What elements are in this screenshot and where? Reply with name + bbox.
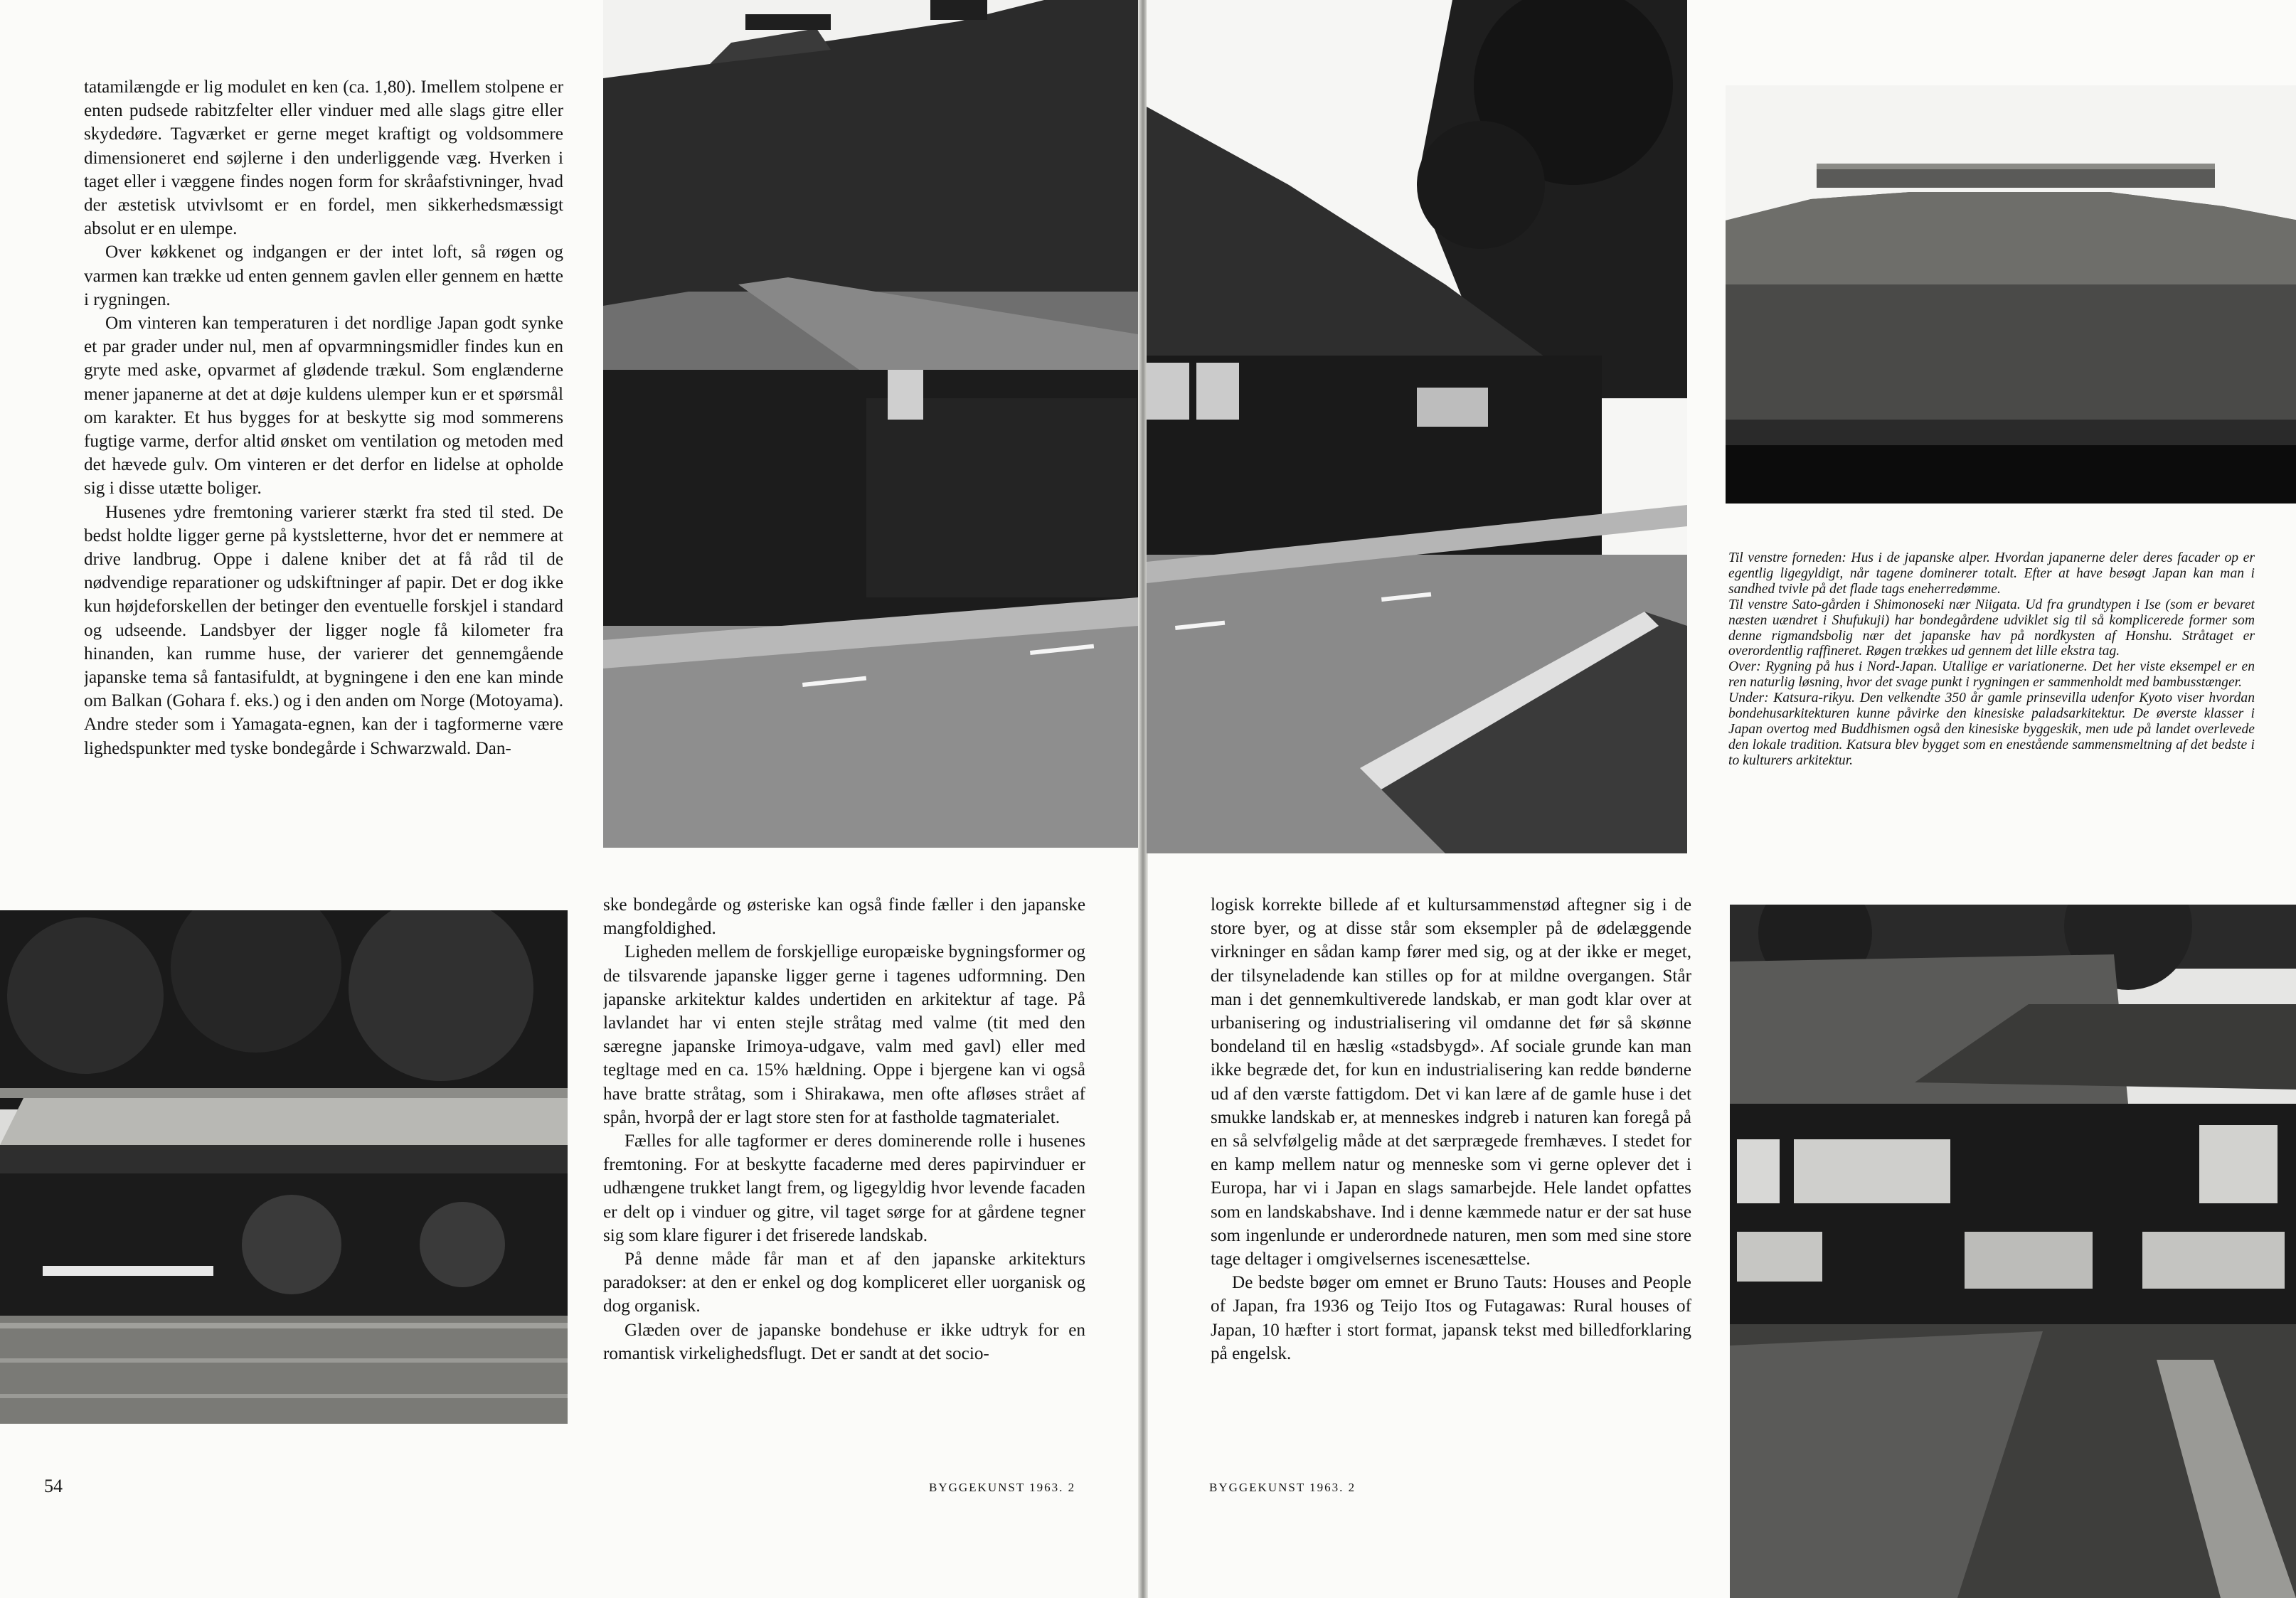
photo-house-japanese-alps (0, 910, 568, 1424)
paragraph: Ligheden mellem de forskjellige europæiske bygningsformer og de tilsvarende japanske ligger gerne i tagenes udformning. Den japanske arkitektur kaldes undertiden en arkitektur af tage. På lavlandet har vi enten stejle stråtag med valme (tit med den særegne japanske Irimoya-udgave, valm med gavl) eller med tegltage med en ca. 15% hældning. Oppe i bjergene kan vi også have bratte stråtag, som i Shirakawa, men ofte afløses strået af spån, hvorpå der er lagt store sten for at fastholde tagmaterialet. (603, 942, 1085, 1127)
paragraph: Glæden over de japanske bondehuse er ikke udtryk for en romantisk virkelighedsflugt. Det er sandt at det socio- (603, 1320, 1085, 1363)
photo-captions (1728, 550, 2255, 856)
paragraph: logisk korrekte billede af et kultursammenstød aftegner sig i de store byer, og at disse står som eksempler på de ødelæggende virkninger en sådan kamp fører med sig, og at der ikke er meget, der tilsyneladende kan stilles op for at mildne overgangen. Står man i det gennemkultiverede landskab, er man godt klar over at urbanisering og industrialisering vil omdanne det før så skønne bondeland til en hæslig «stadsbygd». Af sociale grunde kan man ikke begræde det, for kun en industrialisering kan redde bønderne ud af den værste fattigdom. Det vi kan lære af de gamle huse i det smukke landskab er, at menneskes indgreb i naturen kan foregå på en så selvfølgelig måde at det særprægede fremhæves. I stedet for en kamp mellem natur og menneske som vi gerne oplever det i Europa, har vi i Japan en slags samarbejde. Hele landet opfattes som en landskabshave. Ind i denne kæmmede natur er der sat huse som ingenlunde er underordnede naturen, men som med sine store tage deltager i omgivelsernes iscenesættelse. (1211, 895, 1691, 1269)
caption-katsura: Under: Katsura-rikyu. Den velkendte 350 år gamle prinsevilla udenfor Kyoto viser hvordan bondehusarkitekturen kunne påvirke den kinesiske paladsarkitektur. De øverste klasser i Japan overtog med Buddhismen også den kinesiske byggeskik, men ude på landet overlevede den lokale tradition. Katsura blev bygget som en enestående sammensmeltning af det bedste i to kulturers arkitektur. (1728, 691, 2255, 768)
photo-katsura-rikyu (1730, 905, 2296, 1598)
paragraph: ske bondegårde og østeriske kan også finde fæller i den japanske mangfoldighed. (603, 895, 1085, 939)
article-column-b (603, 893, 1085, 1434)
caption-ridge: Over: Rygning på hus i Nord-Japan. Utallige er variationerne. Det her viste eksempel er en ren naturlig løsning, hvor det svage punkt i rygningen er sammenholdt med bambusstænger. (1728, 659, 2255, 691)
caption-sato: Til venstre Sato-gården i Shimonoseki nær Niigata. Ud fra grundtypen i Ise (som er bevaret næsten uændret i Shufukuji) har bondegårdene udviklet sig til så komplicerede former som denne rigmandsbolig nær det japanske hav på nordkysten af Honshu. Stråtaget er overordentlig raffineret. Røgen trækkes ud gennem det lille ekstra tag. (1728, 597, 2255, 659)
photo-thatched-roof-ridge (1726, 85, 2296, 504)
paragraph: Om vinteren kan temperaturen i det nordlige Japan godt synke et par grader under nul, men af opvarmningsmidler findes kun en gryte med aske, opvarmet af glødende trækul. Som englænderne mener japanerne at det at døje kuldens ulemper kun er et spørsmål om karakter. Et hus bygges for at beskytte sig mod sommerens fugtige varme, derfor altid ønsket om ventilation og metoden med det hævede gulv. Om vinteren er det derfor en lidelse at opholde sig i disse utætte boliger. (84, 314, 563, 499)
paragraph: tatamilængde er lig modulet en ken (ca. 1,80). Imellem stolpene er enten pudsede rabitzfelter eller vinduer med alle slags gitre eller skydedøre. Tagværket er gerne meget kraftigt og voldsommere dimensioneret end søjlerne i den underliggende væg. Hverken i taget eller i væggene findes nogen form for skråafstivninger, hvad der æstetisk utvivlsomt er en fordel, men sikkerhedsmæssigt absolut er en ulempe. (84, 78, 563, 239)
article-column-c (1211, 893, 1691, 1434)
photo-sato-farmhouse-right (1147, 0, 1687, 853)
paragraph: Fælles for alle tagformer er deres dominerende rolle i husenes fremtoning. For at beskytte facaderne med deres papirvinduer er udhængene trukket langt frem, og ligegyldig hvor levende facaden er delt op i vinduer og gitre, vil taget sørge for at gårdene tegner sig som klare figurer i det friserede landskab. (603, 1131, 1085, 1245)
paragraph: Husenes ydre fremtoning varierer stærkt fra sted til sted. De bedst holdte ligger gerne på kystsletterne, hvor det er nemmere at drive landbrug. Oppe i dalene kniber det at få råd til de nødvendige reparationer og udskiftninger af papir. Det er dog ikke kun højdeforskellen der betinger den eventuelle forskjel i standard og udseende. Landsbyer der ligger nogle få kilometer fra hinanden, kan rumme huse, der varierer det gennemgående japanske tema så fantasifuldt, at bygningene i den ene kan minde om Balkan (Gohara f. eks.) og i den anden om Norge (Motoyama). Andre steder som i Yamagata-egnen, kan der i tagformerne være lighedspunkter med tyske bondegårde i Schwarzwald. Dan- (84, 502, 563, 758)
caption-alps: Til venstre forneden: Hus i de japanske alper. Hvordan japanerne deler deres facader op er egentlig ligegyldigt, når tagene dominerer totalt. Efter at have besøgt Japan kan man i sandhed tvivle på det flade tags eneherredømme. (1728, 550, 2255, 597)
footer-journal-left: BYGGEKUNST 1963. 2 (929, 1481, 1076, 1494)
footer-journal-right: BYGGEKUNST 1963. 2 (1209, 1481, 1356, 1494)
page-number: 54 (44, 1476, 63, 1496)
paragraph: De bedste bøger om emnet er Bruno Tauts: Houses and People of Japan, fra 1936 og Teijo Itos og Futagawas: Rural houses of Japan, 10 hæfter i stort format, japansk tekst med billedforklaring på engelsk. (1211, 1273, 1691, 1363)
paragraph: På denne måde får man et af den japanske arkitekturs paradokser: at den er enkel og dog kompliceret eller uorganisk og dog organisk. (603, 1250, 1085, 1316)
photo-sato-farmhouse-left (603, 0, 1138, 848)
article-column-a (84, 75, 563, 852)
paragraph: Over køkkenet og indgangen er der intet loft, så røgen og varmen kan trække ud enten gennem gavlen eller gennem en hætte i rygningen. (84, 243, 563, 309)
